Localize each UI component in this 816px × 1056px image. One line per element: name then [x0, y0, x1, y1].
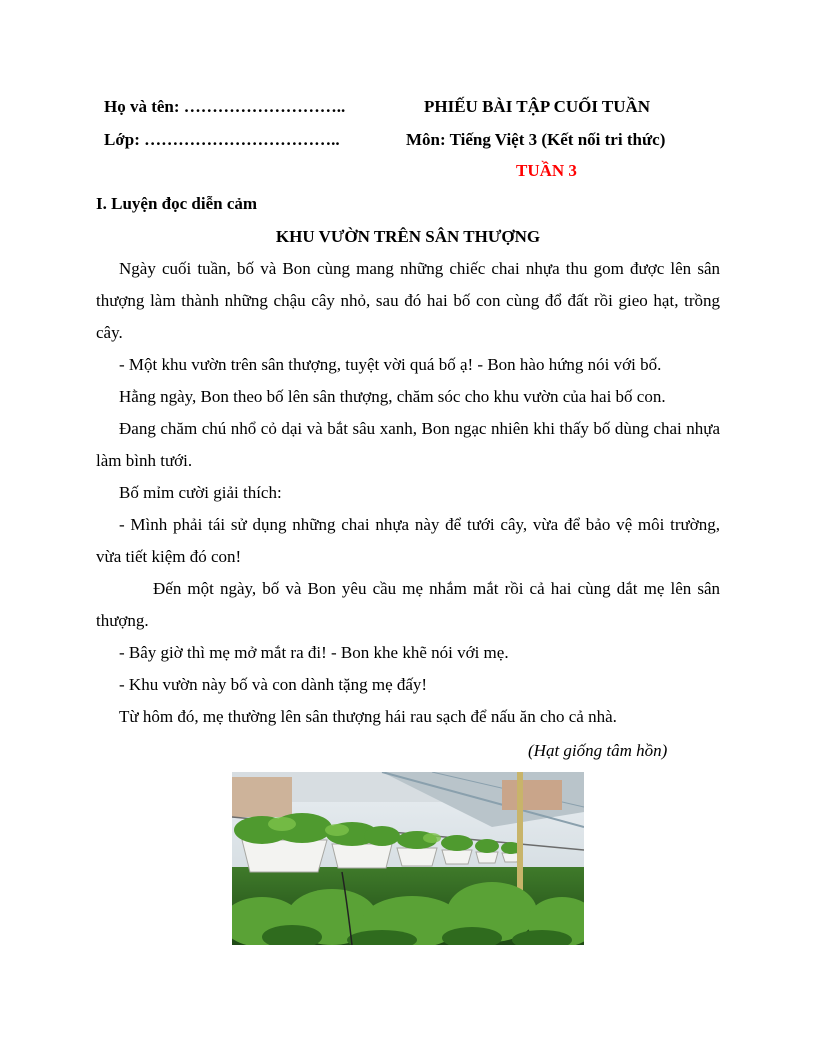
paragraph-9: - Khu vườn này bố và con dành tặng mẹ đấy! — [119, 675, 428, 694]
paragraph-10: Từ hôm đó, mẹ thường lên sân thượng hái rau sạch để nấu ăn cho cả nhà. — [119, 707, 617, 726]
rooftop-garden-photo — [232, 772, 584, 945]
paragraph-7: Đến một ngày, bố và Bon yêu cầu mẹ nhắm mắt rồi cả hai cùng dắt mẹ lên sân thượng. — [96, 579, 720, 630]
sheet-title: PHIẾU BÀI TẬP CUỐI TUẦN — [424, 97, 651, 116]
subject-label: Môn: Tiếng Việt 3 (Kết nối tri thức) — [406, 130, 666, 149]
paragraph-1: Ngày cuối tuần, bố và Bon cùng mang những chiếc chai nhựa thu gom được lên sân thượng làm thành những chậu cây nhỏ, sau đó hai bố con cùng đổ đất rồi gieo hạt, trồng cây. — [96, 259, 720, 342]
section-heading: I. Luyện đọc diễn cảm — [96, 194, 258, 213]
paragraph-8: - Bây giờ thì mẹ mở mắt ra đi! - Bon khe khẽ nói với mẹ. — [119, 643, 509, 662]
story-title: KHU VƯỜN TRÊN SÂN THƯỢNG — [275, 227, 541, 246]
class-field-label: Lớp: …………………………….. — [104, 130, 340, 149]
name-field-label: Họ và tên: ……………………….. — [104, 97, 346, 116]
paragraph-4: Đang chăm chú nhổ cỏ dại và bắt sâu xanh, Bon ngạc nhiên khi thấy bố dùng chai nhựa làm bình tưới. — [96, 419, 720, 470]
paragraph-5: Bố mỉm cười giải thích: — [119, 483, 282, 502]
paragraph-2: - Một khu vườn trên sân thượng, tuyệt vời quá bố ạ! - Bon hào hứng nói với bố. — [119, 355, 662, 374]
paragraph-6: - Mình phải tái sử dụng những chai nhựa này để tưới cây, vừa để bảo vệ môi trường, vừa tiết kiệm đó con! — [96, 515, 720, 566]
story-source: (Hạt giống tâm hồn) — [528, 741, 668, 760]
week-label: TUẦN 3 — [516, 161, 577, 180]
paragraph-3: Hằng ngày, Bon theo bố lên sân thượng, chăm sóc cho khu vườn của hai bố con. — [119, 387, 666, 406]
